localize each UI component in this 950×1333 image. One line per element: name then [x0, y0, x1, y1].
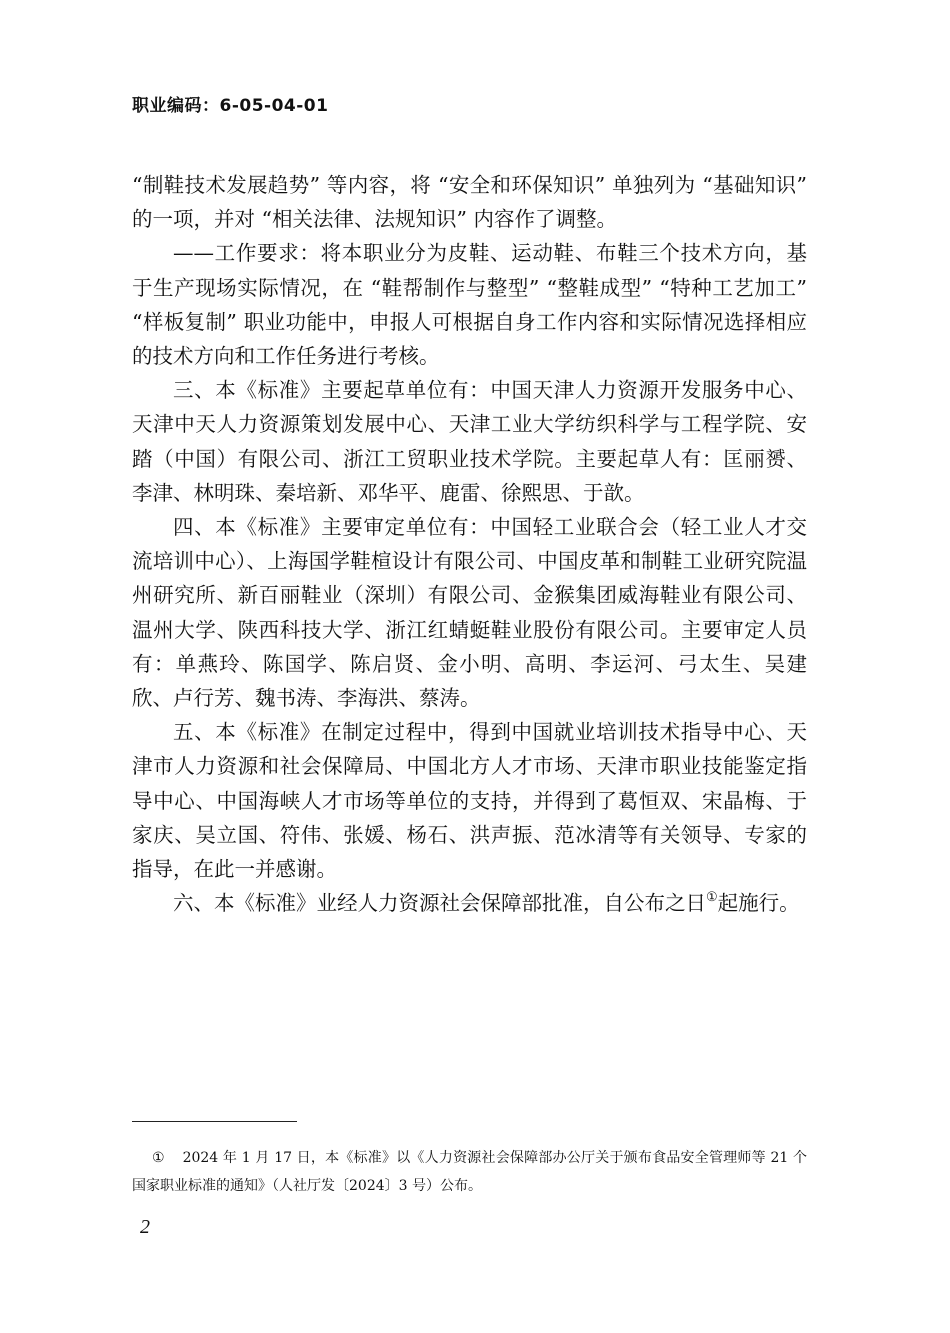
- paragraph-review-units: 四、本《标准》主要审定单位有：中国轻工业联合会（轻工业人才交流培训中心）、上海国学鞋楦设计有限公司、中国皮革和制鞋工业研究院温州研究所、新百丽鞋业（深圳）有限公司、金猴集团威海鞋业有限公司、温州大学、陕西科技大学、浙江红蜻蜓鞋业股份有限公司。主要审定人员有：单燕玲、陈国学、陈启贤、金小明、高明、李运河、弓太生、吴建欣、卢行芳、魏书涛、李海洪、蔡涛。: [132, 515, 807, 711]
- footnote-reference[interactable]: ①: [706, 890, 718, 906]
- paragraph-drafting-units: 三、本《标准》主要起草单位有：中国天津人力资源开发服务中心、天津中天人力资源策划发展中心、天津工业大学纺织科学与工程学院、安踏（中国）有限公司、浙江工贸职业技术学院。主要起草人有：匡丽赟、李津、林明珠、秦培新、邓华平、鹿雷、徐熙思、于歆。: [132, 378, 807, 505]
- footnote-divider: [132, 1121, 297, 1122]
- paragraph-effective-date: [132, 886, 807, 920]
- effective-date-text-end: 起施行。: [717, 891, 800, 916]
- footnote: [132, 1144, 807, 1200]
- paragraph-work-requirements: ——工作要求：将本职业分为皮鞋、运动鞋、布鞋三个技术方向，基于生产现场实际情况，在 “鞋帮制作与整型” “整鞋成型” “特种工艺加工” “样板复制” 职业功能中，申报人可根据自身工作内容和实际情况选择相应的技术方向和工作任务进行考核。: [132, 241, 807, 369]
- paragraph-acknowledgements: 五、本《标准》在制定过程中，得到中国就业培训技术指导中心、天津市人力资源和社会保障局、中国北方人才市场、天津市职业技能鉴定指导中心、中国海峡人才市场等单位的支持，并得到了葛恒双、宋晶梅、于家庆、吴立国、符伟、张媛、杨石、洪声振、范冰清等有关领导、专家的指导，在此一并感谢。: [132, 720, 807, 882]
- occupation-code: 职业编码：6-05-04-01: [132, 96, 329, 116]
- footnote-mark: ①: [152, 1150, 165, 1166]
- footnote-text: 2024 年 1 月 17 日，本《标准》以《人力资源社会保障部办公厅关于颁布食品安全管理师等 21 个国家职业标准的通知》（人社厅发〔2024〕3 号）公布。: [132, 1150, 807, 1194]
- page-number: 2: [140, 1216, 150, 1238]
- paragraph-continuation: “制鞋技术发展趋势” 等内容，将 “安全和环保知识” 单独列为 “基础知识” 的一项，并对 “相关法律、法规知识” 内容作了调整。: [132, 173, 807, 232]
- body-text: [132, 168, 807, 920]
- effective-date-text: 六、本《标准》业经人力资源社会保障部批准，自公布之日: [173, 891, 706, 916]
